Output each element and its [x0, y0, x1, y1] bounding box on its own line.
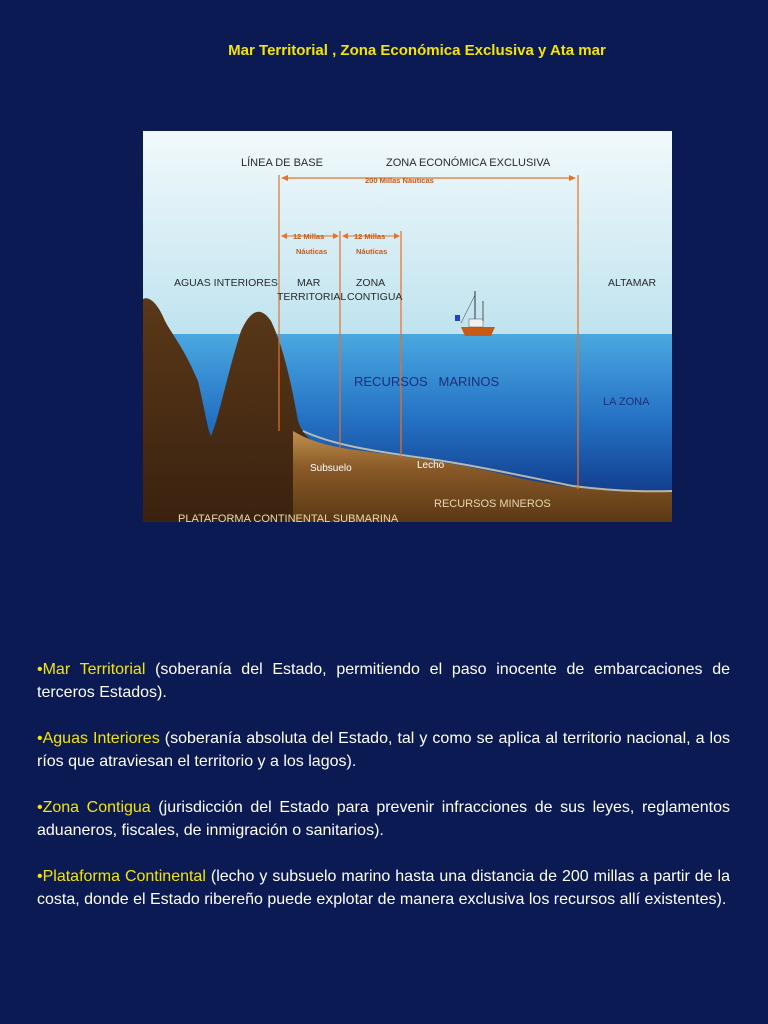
- desc-plataforma-continental: (lecho y subsuelo marino hasta una distancia de 200 millas a partir de la costa, donde el Estado ribereño puede explotar de manera exclusiva los recursos allí existentes).: [37, 868, 731, 908]
- label-nauticas-a: Náuticas: [296, 247, 328, 256]
- label-lecho: Lecho: [417, 460, 445, 471]
- label-12-millas-b: 12 Millas: [354, 232, 386, 241]
- label-recursos-mineros: RECURSOS MINEROS: [434, 498, 551, 510]
- label-recursos-marinos: RECURSOS MARINOS: [354, 374, 500, 389]
- label-zona: ZONA: [356, 277, 386, 289]
- label-aguas-interiores: AGUAS INTERIORES: [174, 277, 278, 289]
- label-subsuelo: Subsuelo: [310, 463, 352, 474]
- label-12-millas-a: 12 Millas: [293, 232, 325, 241]
- label-plataforma: PLATAFORMA CONTINENTAL SUBMARINA: [178, 513, 399, 522]
- bullet-zona-contigua: [37, 796, 730, 842]
- bullet-mar-territorial: [37, 658, 730, 704]
- term-mar-territorial: •Mar Territorial: [37, 661, 146, 678]
- label-la-zona: LA ZONA: [603, 396, 650, 408]
- label-altamar: ALTAMAR: [608, 277, 657, 289]
- label-zee: ZONA ECONÓMICA EXCLUSIVA: [386, 157, 551, 169]
- label-contigua: CONTIGUA: [347, 291, 403, 303]
- label-territorial: TERRITORIAL: [277, 291, 347, 303]
- maritime-zones-diagram: [143, 131, 672, 522]
- term-aguas-interiores: •Aguas Interiores: [37, 730, 160, 747]
- slide-title: Mar Territorial , Zona Económica Exclusiva y Ata mar: [228, 42, 606, 59]
- desc-zona-contigua: (jurisdicción del Estado para prevenir infracciones de sus leyes, reglamentos aduaneros, fiscales, de inmigración o sanitarios).: [37, 799, 731, 839]
- bullet-plataforma-continental: [37, 865, 730, 911]
- bullet-aguas-interiores: [37, 727, 730, 773]
- term-zona-contigua: •Zona Contigua: [37, 799, 151, 816]
- definitions-list: [37, 658, 730, 934]
- desc-aguas-interiores: (soberanía absoluta del Estado, tal y como se aplica al territorio nacional, a los ríos que atraviesan el territorio y a los lagos).: [37, 730, 730, 770]
- term-plataforma-continental: •Plataforma Continental: [37, 868, 206, 885]
- label-linea-base: LÍNEA DE BASE: [241, 157, 323, 169]
- desc-mar-territorial: (soberanía del Estado, permitiendo el paso inocente de embarcaciones de terceros Estados).: [37, 661, 730, 701]
- label-nauticas-b: Náuticas: [356, 247, 388, 256]
- label-200-millas: 200 Millas Náuticas: [365, 176, 434, 185]
- label-mar: MAR: [297, 277, 321, 289]
